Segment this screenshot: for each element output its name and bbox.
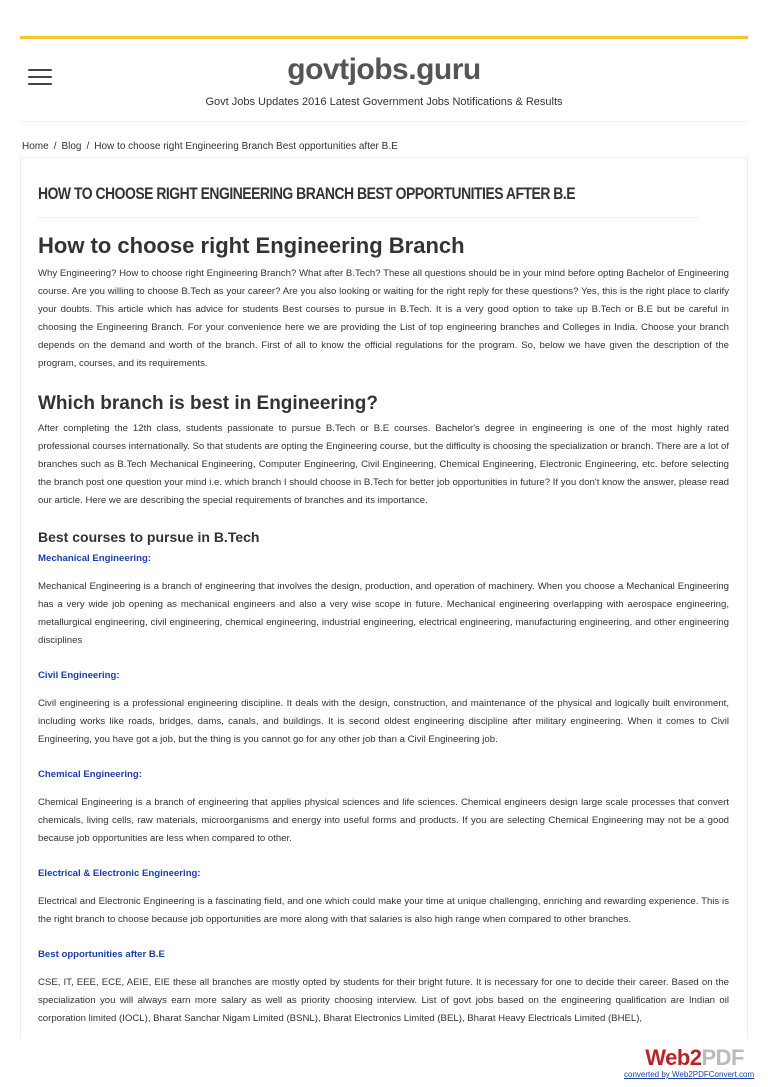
converted-by-link[interactable]: converted by Web2PDFConvert.com [624, 1070, 755, 1079]
site-tagline: Govt Jobs Updates 2016 Latest Government Jobs Notifications & Results [205, 96, 563, 108]
intro-paragraph: Why Engineering? How to choose right Engineering Branch? What after B.Tech? These all questions should be in your mind before opting Bachelor of Engineering course. Are you willing to choose B.Tech as your career? Are you also looking or waiting for the right reply for these questions? Yes, this is the right place to clarify your doubts. This article which has advice for students Best courses to pursue in B.Tech. It is a very good option to take up B.Tech or B.E but be careful in choosing the Engineering Branch. For your convenience here we are providing the List of top engineering branches and Colleges in India. Choose your branch depends on the demand and worth of the branch. First of all to know the official regulations for the program. So, below we have given the description of the program, courses, and its requirements. [38, 268, 729, 369]
breadcrumb-home-link[interactable]: Home [22, 141, 49, 152]
heading-choose-branch: How to choose right Engineering Branch [38, 233, 465, 258]
title-divider [38, 217, 698, 218]
breadcrumb-separator: / [86, 141, 90, 152]
breadcrumb-blog-link[interactable]: Blog [61, 141, 82, 152]
heading-best-courses: Best courses to pursue in B.Tech [38, 529, 260, 545]
heading-best-branch: Which branch is best in Engineering? [38, 393, 378, 414]
breadcrumb-current: How to choose right Engineering Branch Best opportunities after B.E [94, 141, 398, 152]
mechanical-paragraph: Mechanical Engineering is a branch of engineering that involves the design, production, and operation of machinery. When you choose a Mechanical Engineering has a very wide job opening as mechanical engineers and also a very wise scope in future. Mechanical engineering overlapping with aerospace engineering, metallurgical engineering, civil engineering, chemical engineering, industrial engineering, electrical engineering, manufacturing engineering, and other engineering disciplines [38, 581, 729, 646]
article-container [20, 157, 748, 1038]
site-header [20, 39, 748, 122]
best-opportunities-link[interactable]: Best opportunities after B.E [38, 949, 165, 960]
web2pdf-logo [624, 1045, 755, 1079]
civil-engineering-link[interactable]: Civil Engineering: [38, 670, 120, 681]
opportunities-paragraph: CSE, IT, EEE, ECE, AEIE, EIE these all branches are mostly opted by students for their bright future. It is necessary for one to decide their career. Based on the specialization you will always earn more salary as well as priority choosing interview. List of govt jobs based on the engineering qualification are Indian oil corporation limited (IOCL), Bharat Sanchar Nigam Limited (BSNL), Bharat Electronics Limited (BEL), Bharat Heavy Electricals Limited (BHEL), [38, 977, 729, 1024]
site-title[interactable]: govtjobs.guru [287, 53, 481, 86]
breadcrumb-separator: / [53, 141, 57, 152]
mechanical-engineering-link[interactable]: Mechanical Engineering: [38, 553, 152, 564]
best-branch-paragraph: After completing the 12th class, students passionate to pursue B.Tech or B.E courses. Bachelor's degree in engineering is one of the most highly rated professional courses internationally. So that students are opting the Engineering course, but the difficulty is choosing the specialization or branch. There are a lot of branches such as B.Tech Mechanical Engineering, Computer Engineering, Civil Engineering, Chemical Engineering, Electronic Engineering, etc. before selecting the branch post one question your mind i.e. which branch I should choose in B.Tech for better job opportunities in future? If you don't know the answer, please read our article. Here we are describing the special requirements of branches and its importance. [38, 423, 729, 506]
electrical-paragraph: Electrical and Electronic Engineering is a fascinating field, and one which could make your time at unique challenging, enriching and rewarding experience. This is the right branch to choose because job opportunities are more along with that salaries is also high range when compared to other branches. [38, 896, 729, 925]
page-title: HOW TO CHOOSE RIGHT ENGINEERING BRANCH BEST OPPORTUNITIES AFTER B.E [38, 184, 576, 203]
chemical-engineering-link[interactable]: Chemical Engineering: [38, 769, 142, 780]
electrical-electronic-engineering-link[interactable]: Electrical & Electronic Engineering: [38, 868, 201, 879]
civil-paragraph: Civil engineering is a professional engineering discipline. It deals with the design, construction, and maintenance of the physical and logically built environment, including works like roads, bridges, dams, canals, and buildings. It is second oldest engineering discipline after military engineering. When it comes to Civil Engineering, you have got a job, but the thing is you cannot go for any other job than a Civil Engineering job. [38, 698, 729, 745]
chemical-paragraph: Chemical Engineering is a branch of engineering that applies physical sciences and life sciences. Chemical engineers design large scale processes that convert chemicals, living cells, raw materials, microorganisms and energy into useful forms and products. If you are selecting Chemical Engineering may not be a good because job opportunities are less when compared to other. [38, 797, 729, 844]
breadcrumb [22, 141, 398, 152]
article-body [38, 158, 729, 1028]
logo-web-text: Web2 [645, 1045, 702, 1070]
logo-pdf-text: PDF [701, 1045, 744, 1070]
